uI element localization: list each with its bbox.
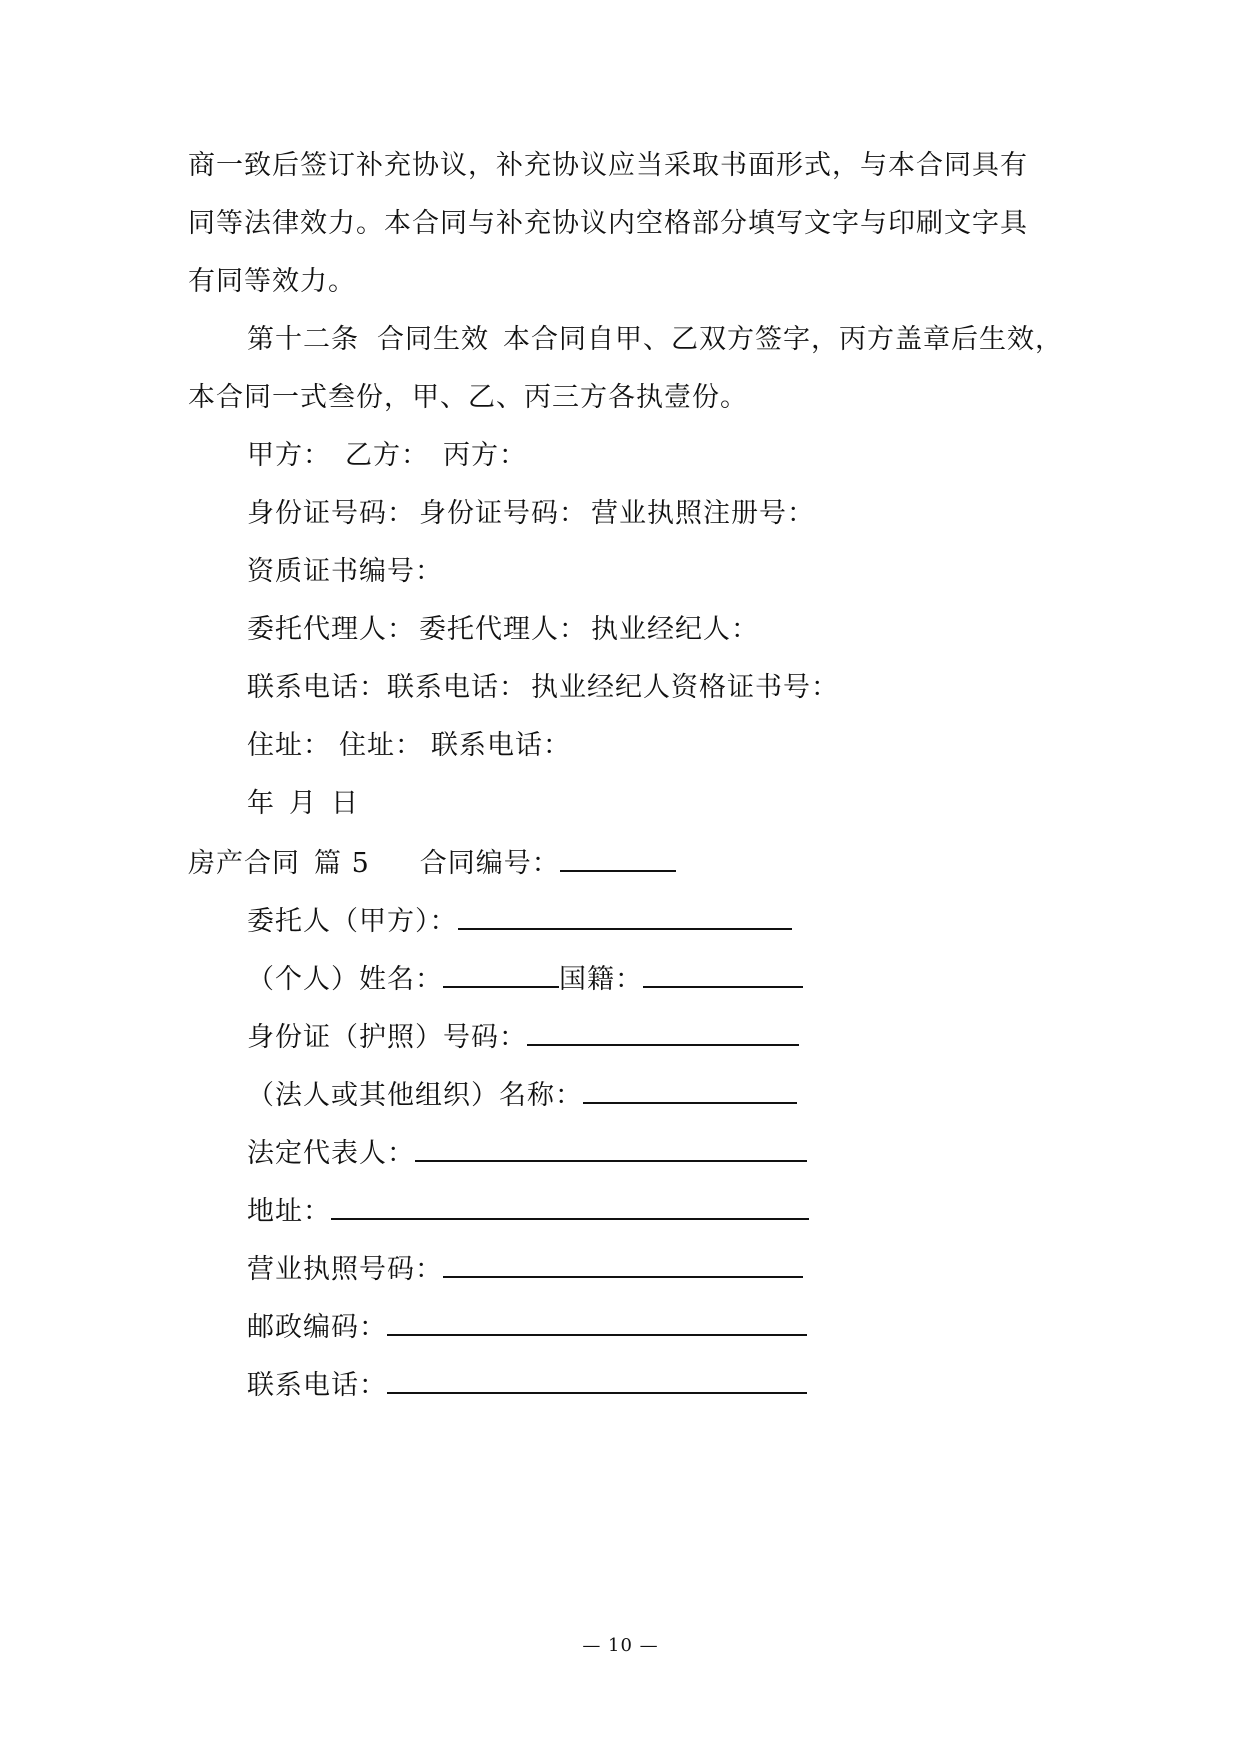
license-c-label: 营业执照注册号： — [591, 498, 815, 529]
phone-a-label: 联系电话： — [247, 672, 387, 703]
paragraph-line-3: 有同等效力。 — [188, 266, 356, 297]
signature-date-line — [247, 786, 359, 822]
qualification-cert-label: 资质证书编号： — [247, 556, 443, 587]
individual-name-blank — [443, 960, 559, 988]
address-a-label: 住址： — [247, 730, 331, 761]
contract-5-heading — [188, 844, 676, 882]
signature-agent-line — [247, 612, 759, 648]
business-license-label: 营业执照号码： — [247, 1254, 443, 1285]
party-b-label: 乙方： — [345, 440, 429, 471]
contract-title: 房产合同 — [188, 848, 300, 879]
article-title: 合同生效 — [377, 324, 489, 355]
phone-b-label: 联系电话： — [387, 672, 527, 703]
individual-name-label: （个人）姓名： — [247, 964, 443, 995]
year-label: 年 — [247, 788, 275, 819]
contract-number-blank — [560, 844, 676, 872]
phone-label: 联系电话： — [247, 1370, 387, 1401]
legal-rep-label: 法定代表人： — [247, 1138, 415, 1169]
phone-line — [247, 1366, 807, 1404]
org-name-line — [247, 1076, 797, 1114]
id-passport-line — [247, 1018, 799, 1056]
business-license-line — [247, 1250, 803, 1288]
business-license-blank — [443, 1250, 803, 1278]
signature-phone-line — [247, 670, 839, 706]
party-a-label: 甲方： — [247, 440, 331, 471]
org-name-blank — [583, 1076, 797, 1104]
client-blank — [458, 902, 792, 930]
address-line — [247, 1192, 809, 1230]
signature-address-line — [247, 728, 571, 764]
broker-c-label: 执业经纪人： — [591, 614, 759, 645]
id-a-label: 身份证号码： — [247, 498, 415, 529]
article-12-line-2: 本合同一式叁份，甲、乙、丙三方各执壹份。 — [188, 382, 748, 413]
article-text: 本合同自甲、乙双方签字，丙方盖章后生效， — [503, 324, 1063, 355]
qualification-line — [247, 554, 443, 590]
address-b-label: 住址： — [339, 730, 423, 761]
contract-chapter: 篇 5 — [314, 848, 370, 879]
client-line — [247, 902, 792, 940]
article-12-line-1 — [247, 322, 1063, 358]
phone-c-label: 联系电话： — [431, 730, 571, 761]
postal-code-label: 邮政编码： — [247, 1312, 387, 1343]
nationality-label: 国籍： — [559, 964, 643, 995]
postal-code-line — [247, 1308, 807, 1346]
id-passport-blank — [527, 1018, 799, 1046]
org-name-label: （法人或其他组织）名称： — [247, 1080, 583, 1111]
individual-line — [247, 960, 803, 998]
paragraph-line-1: 商一致后签订补充协议，补充协议应当采取书面形式，与本合同具有 — [188, 150, 1028, 181]
client-label: 委托人（甲方）： — [247, 906, 458, 937]
signature-id-line — [247, 496, 815, 532]
postal-code-blank — [387, 1308, 807, 1336]
legal-rep-blank — [415, 1134, 807, 1162]
legal-rep-line — [247, 1134, 807, 1172]
signature-parties-line — [247, 438, 527, 474]
address-label: 地址： — [247, 1196, 331, 1227]
broker-cert-c-label: 执业经纪人资格证书号： — [531, 672, 839, 703]
party-c-label: 丙方： — [443, 440, 527, 471]
address-blank — [331, 1192, 809, 1220]
day-label: 日 — [331, 788, 359, 819]
id-b-label: 身份证号码： — [419, 498, 587, 529]
contract-number-label: 合同编号： — [419, 848, 560, 879]
agent-b-label: 委托代理人： — [419, 614, 587, 645]
page-number: — 10 — — [582, 1635, 659, 1656]
phone-blank — [387, 1366, 807, 1394]
paragraph-line-2: 同等法律效力。本合同与补充协议内空格部分填写文字与印刷文字具 — [188, 208, 1028, 239]
id-passport-label: 身份证（护照）号码： — [247, 1022, 527, 1053]
month-label: 月 — [289, 788, 317, 819]
article-heading: 第十二条 — [247, 324, 359, 355]
agent-a-label: 委托代理人： — [247, 614, 415, 645]
nationality-blank — [643, 960, 803, 988]
